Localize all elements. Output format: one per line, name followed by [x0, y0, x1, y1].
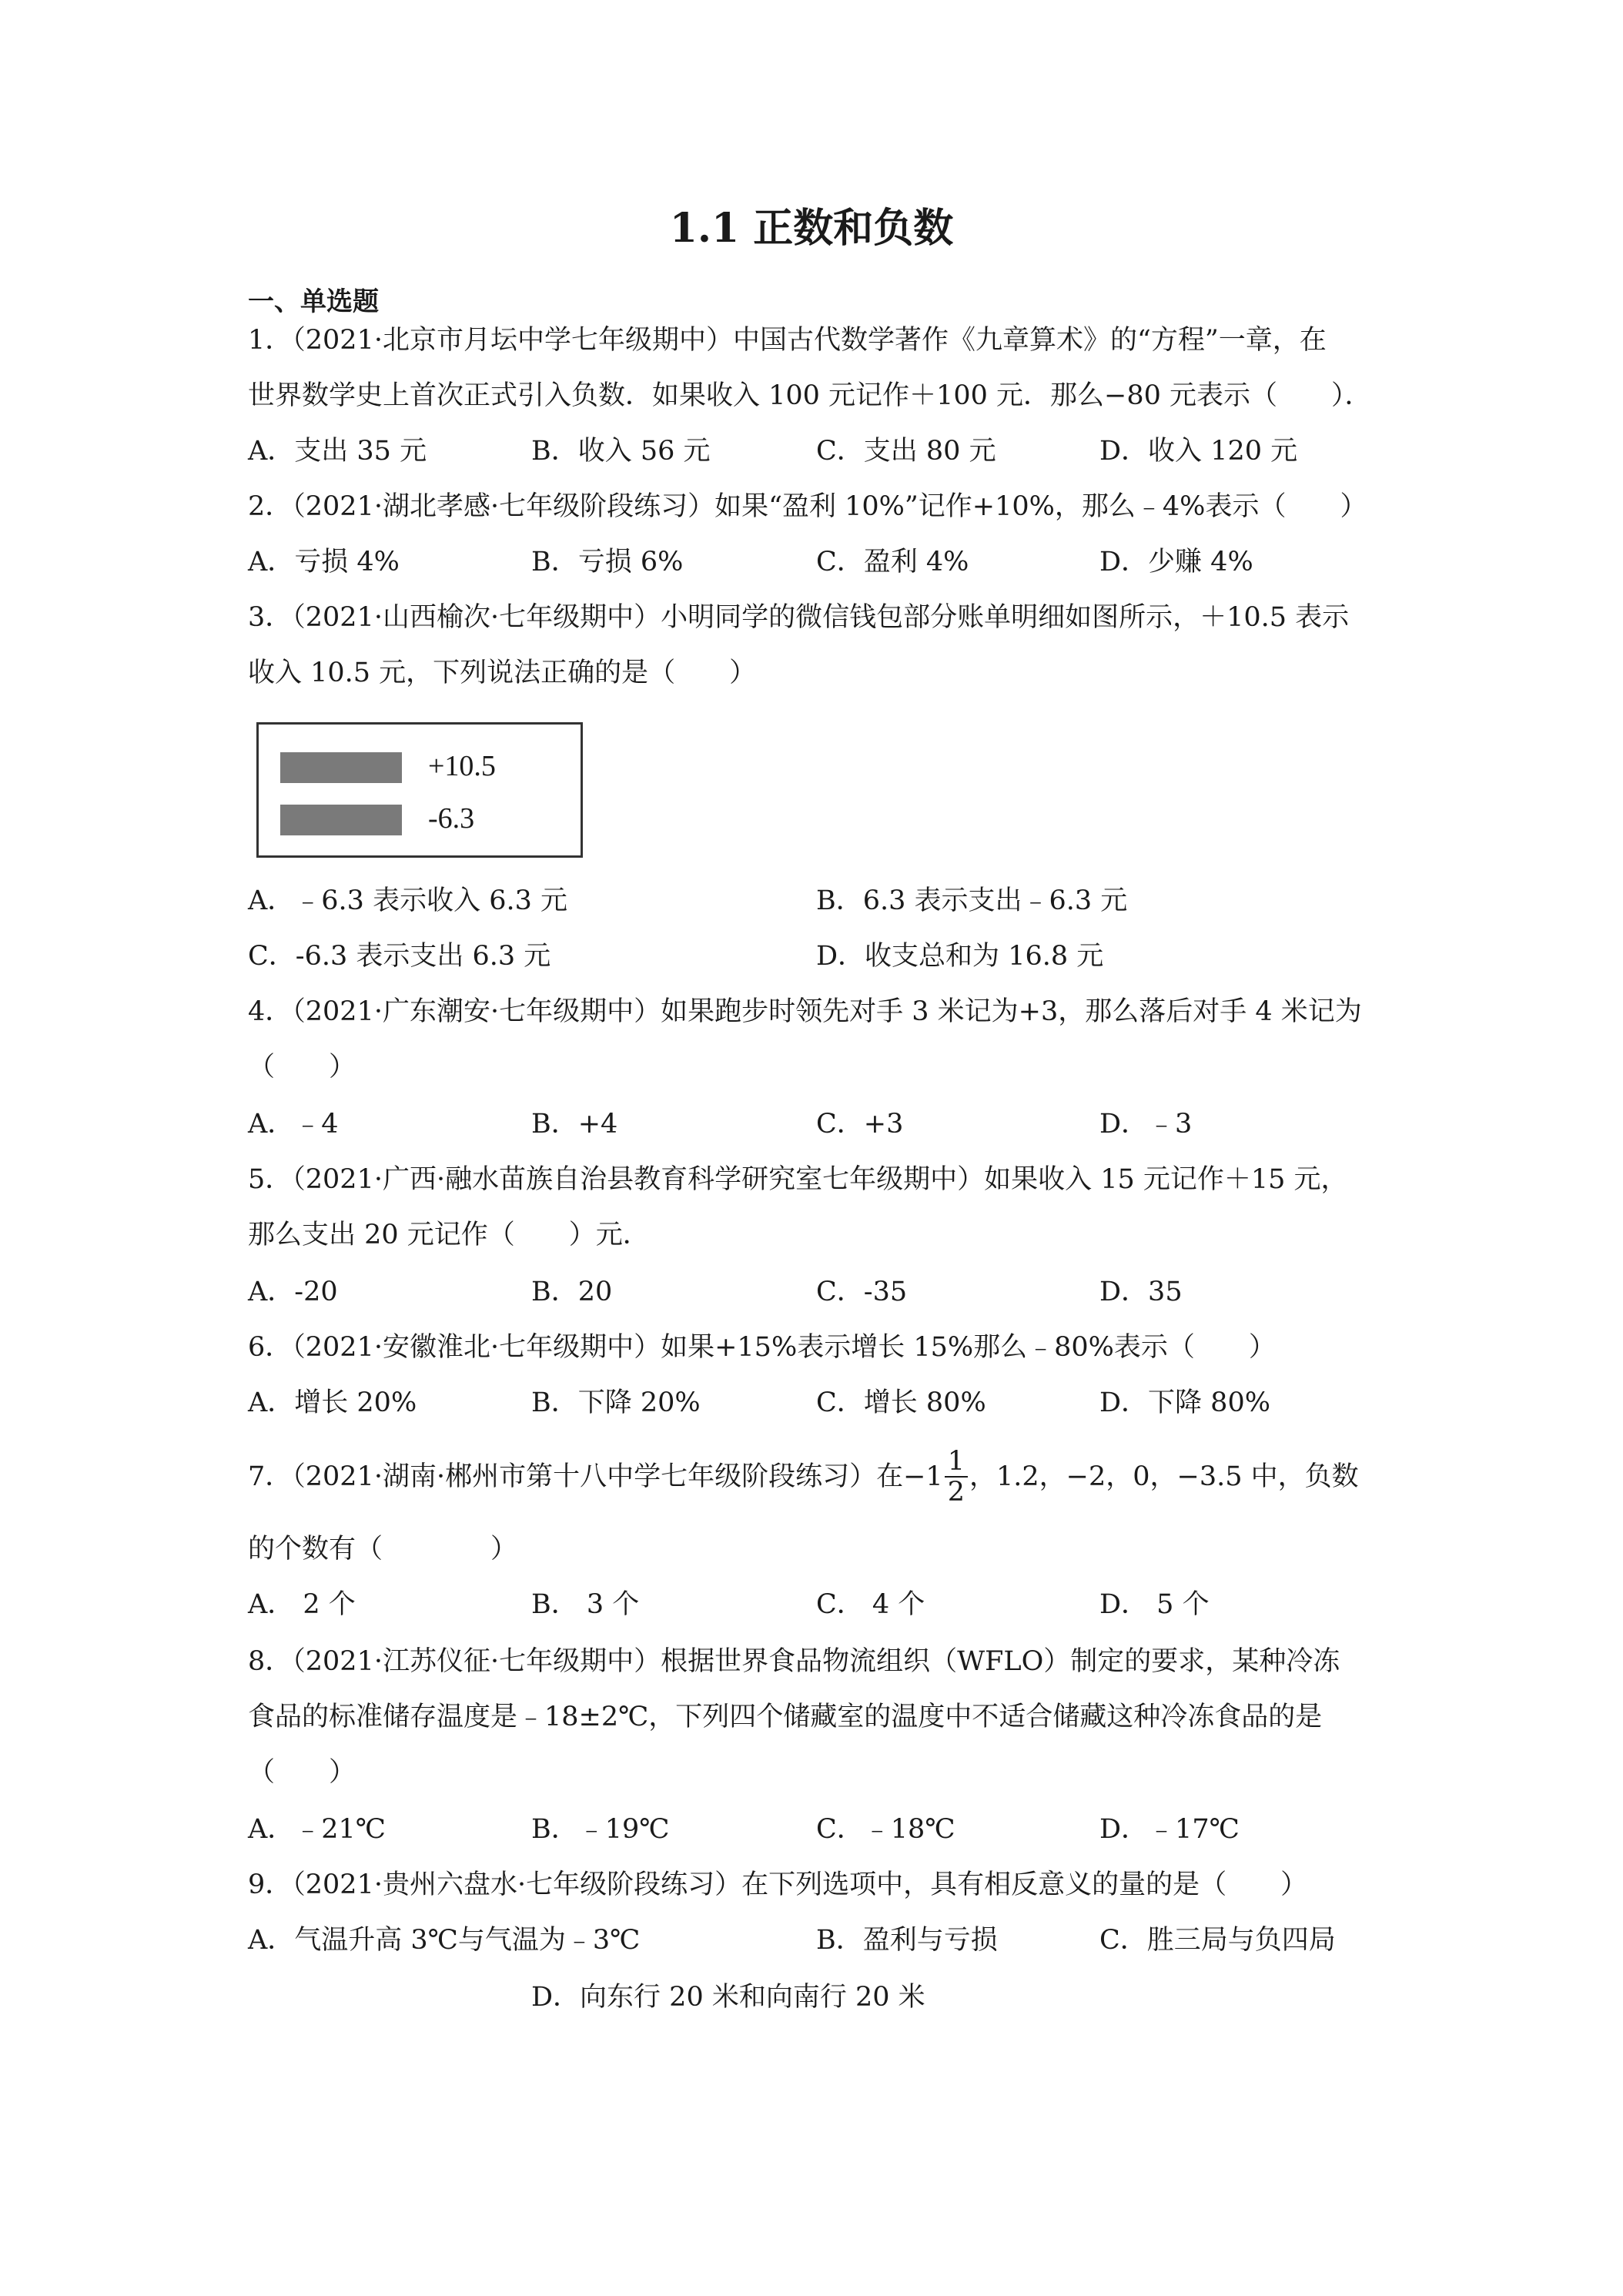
- q1-option-d: D．收入 120 元: [1099, 436, 1298, 467]
- q7-option-c: C． 4 个: [816, 1589, 925, 1620]
- question-5-line-1: 5．（2021·广西·融水苗族自治县教育科学研究室七年级期中）如果收入 15 元记作＋15 元，: [248, 1164, 1348, 1195]
- q9-option-c: C．胜三局与负四局: [1099, 1925, 1336, 1956]
- q9-option-d: D．向东行 20 米和向南行 20 米: [531, 1982, 925, 2013]
- question-2-line-1: 2．（2021·湖北孝感·七年级阶段练习）如果“盈利 10%”记作+10%，那么﹣4%表示（ ）: [248, 491, 1367, 522]
- q7-suffix: ，1.2，−2，0，−3.5 中，负数: [969, 1461, 1359, 1492]
- q7-fraction: [945, 1447, 968, 1507]
- q1-option-c: C．支出 80 元: [816, 436, 996, 467]
- q9-option-a: A．气温升高 3℃与气温为﹣3℃: [248, 1925, 641, 1956]
- q8-option-a: A．﹣21℃: [248, 1814, 386, 1845]
- bill-amount: +10.5: [428, 750, 496, 782]
- q6-option-b: B．下降 20%: [531, 1387, 701, 1418]
- q8-option-c: C．﹣18℃: [816, 1814, 955, 1845]
- question-3-line-2: 收入 10.5 元，下列说法正确的是（ ）: [248, 658, 757, 688]
- redacted-bar: [280, 805, 402, 835]
- q7-fraction-numerator: 1: [945, 1447, 968, 1478]
- question-1-line-1: 1．（2021·北京市月坛中学七年级期中）中国古代数学著作《九章算术》的“方程”一章，在: [248, 325, 1327, 356]
- wallet-bill-figure: [256, 722, 583, 858]
- question-7-line-1: [248, 1446, 1359, 1508]
- q2-option-a: A．亏损 4%: [248, 547, 400, 577]
- q9-option-b: B．盈利与亏损: [816, 1925, 998, 1956]
- q6-option-a: A．增长 20%: [248, 1387, 417, 1418]
- q6-option-d: D．下降 80%: [1099, 1387, 1270, 1418]
- q6-option-c: C．增长 80%: [816, 1387, 986, 1418]
- q3-option-b: B．6.3 表示支出﹣6.3 元: [816, 885, 1128, 916]
- question-3-line-1: 3．（2021·山西榆次·七年级期中）小明同学的微信钱包部分账单明细如图所示，＋10.5 表示: [248, 602, 1350, 633]
- q3-option-c: C．-6.3 表示支出 6.3 元: [248, 941, 551, 972]
- q2-option-c: C．盈利 4%: [816, 547, 969, 577]
- q5-option-d: D．35: [1099, 1277, 1183, 1307]
- question-6-line-1: 6．（2021·安徽淮北·七年级期中）如果+15%表示增长 15%那么﹣80%表示（ ）: [248, 1332, 1276, 1363]
- redacted-bar: [280, 752, 402, 783]
- q7-fraction-denominator: 2: [947, 1476, 965, 1508]
- q3-option-d: D．收支总和为 16.8 元: [816, 941, 1104, 972]
- q4-option-b: B．+4: [531, 1109, 618, 1140]
- question-4-line-2: （ ）: [248, 1052, 356, 1083]
- q2-option-b: B．亏损 6%: [531, 547, 684, 577]
- q7-option-d: D． 5 个: [1099, 1589, 1210, 1620]
- page-title: 1.1 正数和负数: [669, 205, 954, 252]
- q7-whole: −1: [903, 1461, 943, 1492]
- question-5-line-2: 那么支出 20 元记作（ ）元．: [248, 1220, 650, 1250]
- question-7-line-2: 的个数有（ ）: [248, 1534, 518, 1565]
- question-8-line-2: 食品的标准储存温度是﹣18±2℃，下列四个储藏室的温度中不适合储藏这种冷冻食品的是: [248, 1702, 1323, 1732]
- q5-option-c: C．-35: [816, 1277, 908, 1307]
- q3-option-a: A．﹣6.3 表示收入 6.3 元: [248, 885, 567, 916]
- q1-option-a: A．支出 35 元: [248, 436, 427, 467]
- q5-option-a: A．-20: [248, 1277, 338, 1307]
- q2-option-d: D．少赚 4%: [1099, 547, 1253, 577]
- q5-option-b: B．20: [531, 1277, 613, 1307]
- q7-prefix: 7．（2021·湖南·郴州市第十八中学七年级阶段练习）在: [248, 1461, 904, 1492]
- q8-option-d: D．﹣17℃: [1099, 1814, 1240, 1845]
- question-8-line-3: （ ）: [248, 1757, 356, 1788]
- question-4-line-1: 4．（2021·广东潮安·七年级期中）如果跑步时领先对手 3 米记为+3，那么落后对手 4 米记为: [248, 996, 1362, 1027]
- q8-option-b: B．﹣19℃: [531, 1814, 670, 1845]
- question-1-line-2: 世界数学史上首次正式引入负数．如果收入 100 元记作＋100 元．那么−80 元表示（ ）．: [248, 380, 1372, 411]
- q4-option-a: A．﹣4: [248, 1109, 339, 1140]
- q7-option-a: A． 2 个: [248, 1589, 356, 1620]
- section-heading: 一、单选题: [248, 286, 379, 317]
- question-9-line-1: 9．（2021·贵州六盘水·七年级阶段练习）在下列选项中，具有相反意义的量的是（ ）: [248, 1869, 1308, 1900]
- q1-option-b: B．收入 56 元: [531, 436, 711, 467]
- bill-amount: -6.3: [428, 802, 475, 835]
- question-8-line-1: 8．（2021·江苏仪征·七年级期中）根据世界食品物流组织（WFLO）制定的要求，某种冷冻: [248, 1646, 1340, 1677]
- q4-option-c: C．+3: [816, 1109, 904, 1140]
- q4-option-d: D．﹣3: [1099, 1109, 1193, 1140]
- q7-option-b: B． 3 个: [531, 1589, 640, 1620]
